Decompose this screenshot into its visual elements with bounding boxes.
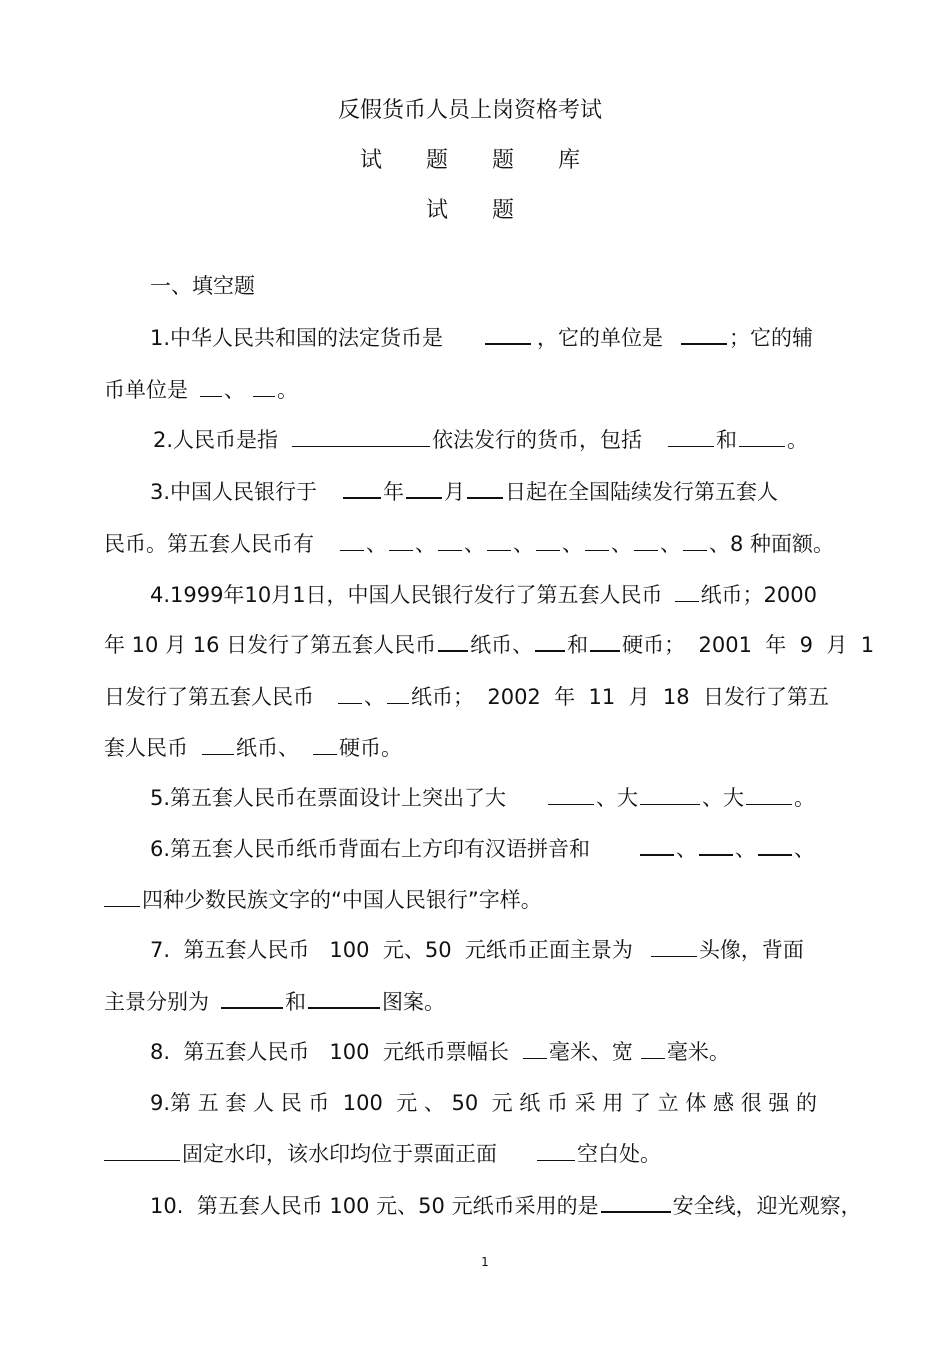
blank — [699, 839, 733, 856]
blank — [253, 381, 275, 397]
blank — [640, 789, 700, 805]
blank — [343, 482, 381, 499]
question-7-line-1: 7. 第五套人民币 100 元、50 元纸币正面主景为 头像，背面 — [150, 938, 804, 962]
blank — [535, 635, 565, 652]
blank — [651, 941, 697, 957]
question-7-line-2: 主景分别为 和 图案。 — [104, 990, 445, 1014]
blank — [537, 1145, 575, 1161]
blank — [467, 482, 503, 499]
blank — [438, 635, 468, 652]
blank — [585, 535, 609, 551]
question-8: 8. 第五套人民币 100 元纸币票幅长 毫米、宽 毫米。 — [150, 1040, 730, 1064]
blank — [536, 535, 560, 551]
blank — [590, 635, 620, 652]
question-2: 2.人民币是指 依法发行的货币，包括 和 。 — [153, 428, 809, 452]
document-subtitle: 试 题 题 库 — [359, 148, 580, 173]
question-4-line-1: 4.1999年10月1日，中国人民银行发行了第五套人民币 纸币；2000 — [150, 583, 818, 607]
blank — [675, 586, 699, 602]
section-heading: 一、填空题 — [150, 274, 255, 298]
blank — [389, 535, 413, 551]
blank — [292, 431, 430, 447]
blank — [202, 739, 234, 755]
question-6-line-1: 6.第五套人民币纸币背面右上方印有汉语拼音和 、 、 、 — [150, 837, 816, 861]
question-3-line-1: 3.中国人民银行于 年 月 日起在全国陆续发行第五套人 — [150, 480, 779, 504]
blank — [683, 535, 707, 551]
blank — [104, 1145, 180, 1161]
question-1-line-1: 1.中华人民共和国的法定货币是 ，它的单位是 ；它的辅 — [150, 326, 814, 350]
question-9-line-1: 9.第 五 套 人 民 币 100 元 、 50 元 纸 币 采 用 了 立 体 感 很 强 的 — [150, 1091, 818, 1115]
blank — [313, 739, 337, 755]
blank — [406, 482, 442, 499]
blank — [104, 891, 140, 907]
blank — [758, 839, 792, 856]
blank — [641, 1043, 665, 1059]
blank — [746, 789, 792, 805]
question-4-line-3: 日发行了第五套人民币 、 纸币； 2002 年 11 月 18 日发行了第五 — [104, 685, 829, 709]
document-subtitle-2: 试 题 — [425, 198, 514, 223]
page-number: 1 — [481, 1255, 489, 1269]
blank — [200, 381, 222, 397]
blank — [387, 688, 409, 704]
blank — [308, 992, 380, 1009]
blank — [487, 535, 511, 551]
blank — [640, 839, 674, 856]
blank — [221, 992, 283, 1009]
question-6-line-2: 四种少数民族文字的“中国人民银行”字样。 — [104, 890, 542, 911]
blank — [739, 431, 785, 447]
question-9-line-2: 固定水印，该水印均位于票面正面 空白处。 — [104, 1144, 661, 1165]
blank — [681, 328, 727, 345]
blank — [340, 535, 364, 551]
blank — [438, 535, 462, 551]
question-1-line-2: 币单位是 、 。 — [104, 378, 298, 402]
question-10-line-1: 10. 第五套人民币 100 元、50 元纸币采用的是 安全线，迎光观察， — [150, 1194, 862, 1218]
document-title: 反假货币人员上岗资格考试 — [337, 98, 602, 123]
question-4-line-4: 套人民币 纸币、 硬币。 — [104, 736, 402, 760]
blank — [485, 328, 531, 345]
question-5: 5.第五套人民币在票面设计上突出了大 、大 、大 。 — [150, 786, 816, 810]
blank — [548, 789, 594, 805]
question-3-line-2: 民币。第五套人民币有 、 、 、 、 、 、 、 、8 种面额。 — [104, 532, 835, 556]
blank — [668, 431, 714, 447]
question-4-line-2: 年 10 月 16 日发行了第五套人民币 纸币、 和 硬币； 2001 年 9 月 1 — [104, 633, 875, 657]
blank — [634, 535, 658, 551]
blank — [601, 1196, 671, 1213]
blank — [338, 688, 362, 704]
blank — [523, 1043, 547, 1059]
